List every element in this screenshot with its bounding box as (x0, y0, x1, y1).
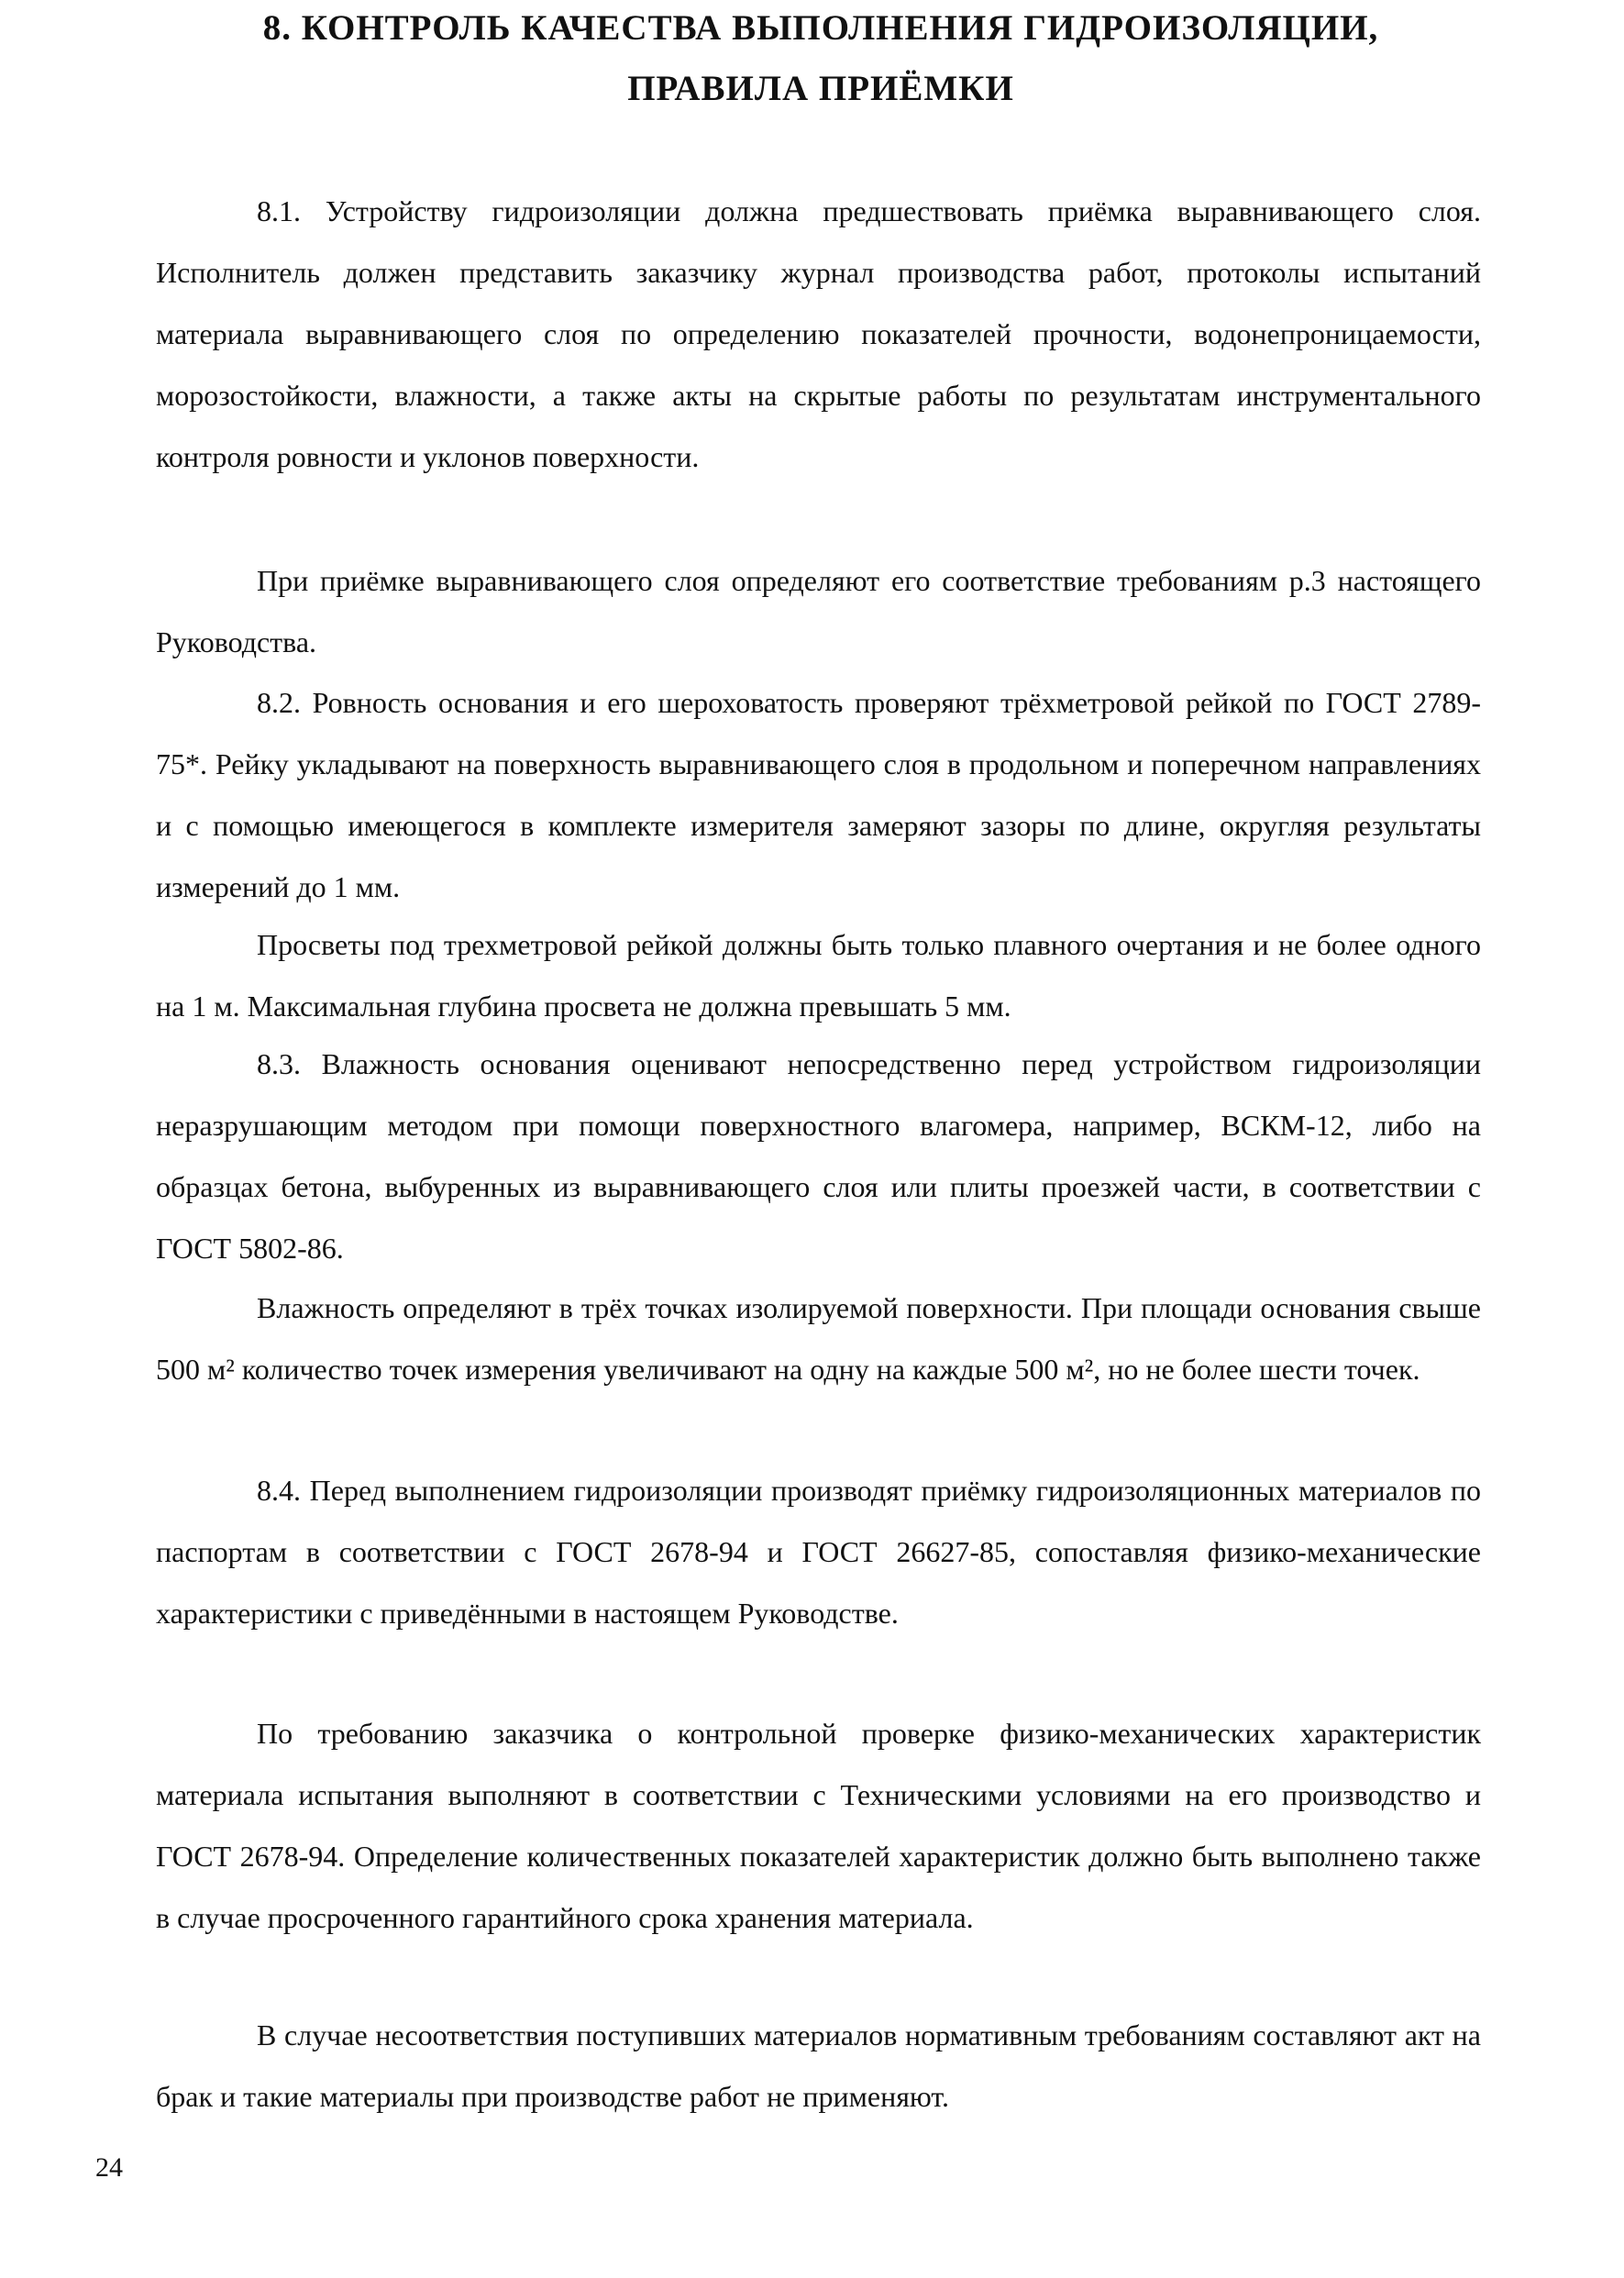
paragraph-8-4 (156, 1460, 1481, 1644)
paragraph-text: 8.1. Устройству гидроизоляции должна предшествовать приёмка выравнивающего слоя. Исполнитель должен представить заказчику журнал производства работ, протоколы испытаний материала выравнивающего слоя по определению показателей прочности, водонепроницаемости, морозостойкости, влажности, а также акты на скрытые работы по результатам инструментального контроля ровности и уклонов поверхности. (156, 194, 1481, 473)
paragraph-text: По требованию заказчика о контрольной проверке физико-механических характеристик материала испытания выполняют в соответствии с Техническими условиями на его производство и ГОСТ 2678-94. Определение количественных показателей характеристик должно быть выполнено также в случае просроченного гарантийного срока хранения материала. (156, 1717, 1481, 1934)
paragraph-8-2-gaps (156, 914, 1481, 1037)
paragraph-8-4-testing (156, 1703, 1481, 1949)
paragraph-8-2 (156, 672, 1481, 918)
page-number: 24 (95, 2152, 123, 2183)
paragraph-8-3-humidity (156, 1277, 1481, 1400)
section-title-line1: 8. КОНТРОЛЬ КАЧЕСТВА ВЫПОЛНЕНИЯ ГИДРОИЗОЛЯЦИИ, (262, 8, 1379, 48)
paragraph-8-3 (156, 1034, 1481, 1279)
paragraph-text: 8.2. Ровность основания и его шероховатость проверяют трёхметровой рейкой по ГОСТ 2789-75*. Рейку укладывают на поверхность выравнивающего слоя в продольном и поперечном направлениях и с помощью имеющегося в комплекте измерителя замеряют зазоры по длине, округляя результаты измерений до 1 мм. (156, 686, 1481, 903)
paragraph-text: Влажность определяют в трёх точках изолируемой поверхности. При площади основания свыше 500 м² количество точек измерения увеличивают на одну на каждые 500 м², но не более шести точек. (156, 1291, 1481, 1386)
section-title-line2: ПРАВИЛА ПРИЁМКИ (627, 69, 1014, 108)
paragraph-8-4-reject (156, 2005, 1481, 2128)
paragraph-text: При приёмке выравнивающего слоя определяют его соответствие требованиям р.3 настоящего Руководства. (156, 564, 1481, 658)
paragraph-8-1-acceptance (156, 550, 1481, 673)
paragraph-text: 8.3. Влажность основания оценивают непосредственно перед устройством гидроизоляции неразрушающим методом при помощи поверхностного влагомера, например, ВСКМ-12, либо на образцах бетона, выбуренных из выравнивающего слоя или плиты проезжей части, в соответствии с ГОСТ 5802-86. (156, 1047, 1481, 1265)
paragraph-text: Просветы под трехметровой рейкой должны быть только плавного очертания и не более одного на 1 м. Максимальная глубина просвета не должна превышать 5 мм. (156, 928, 1481, 1023)
paragraph-text: В случае несоответствия поступивших материалов нормативным требованиям составляют акт на брак и такие материалы при производстве работ не применяют. (156, 2018, 1481, 2113)
paragraph-8-1 (156, 181, 1481, 488)
paragraph-text: 8.4. Перед выполнением гидроизоляции производят приёмку гидроизоляционных материалов по паспортам в соответствии с ГОСТ 2678-94 и ГОСТ 26627-85, сопоставляя физико-механические характеристики с приведёнными в настоящем Руководстве. (156, 1474, 1481, 1630)
